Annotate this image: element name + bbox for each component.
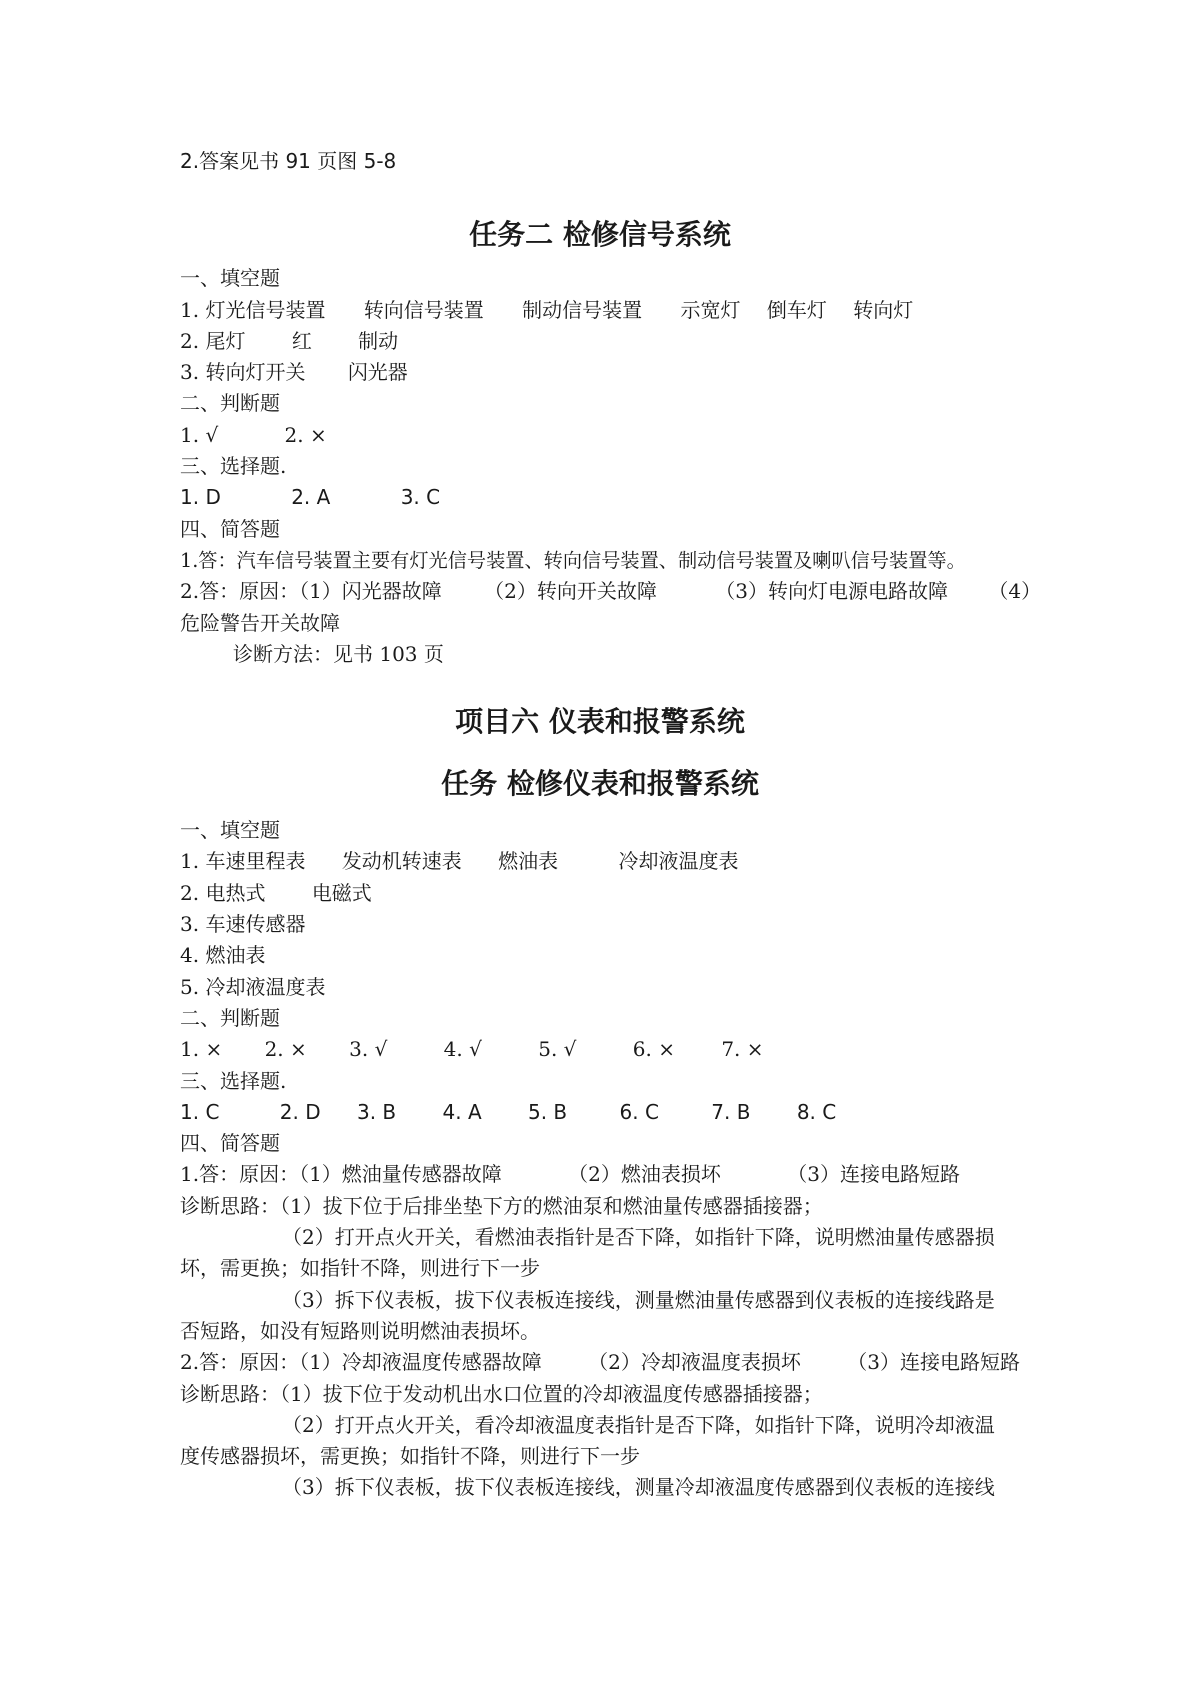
choice-answer: 5. B <box>527 1099 568 1124</box>
choice-answer: 1. C <box>180 1099 220 1124</box>
p6-q1-step2: （2）打开点火开关，看燃油表指针是否下降，如指针下降，说明燃油量传感器损 <box>282 1225 995 1250</box>
task2-fill-line-3 <box>180 357 1020 388</box>
p6-fill-line-3 <box>180 909 1020 940</box>
p6-q1-step3-cont: 否短路，如没有短路则说明燃油表损坏。 <box>180 1318 540 1343</box>
answer: 电磁式 <box>311 880 372 905</box>
choice-answer: 3. B <box>356 1099 397 1124</box>
p6-choice-heading: 三、选择题. <box>180 1068 287 1093</box>
choice-answer: 1. D <box>180 485 221 510</box>
short-part: （3）转向灯电源电路故障 <box>715 579 948 604</box>
p6-fill-heading: 一、填空题 <box>180 818 280 843</box>
answer: 冷却液温度表 <box>618 849 739 874</box>
task2-choice-line <box>180 482 1020 513</box>
judge-answer: 1. × <box>180 1037 223 1062</box>
judge-answer: 1. √ <box>180 422 219 447</box>
answer: 闪光器 <box>347 360 408 385</box>
p6-q1-reason <box>180 1159 1020 1190</box>
num: 2. <box>180 328 200 353</box>
short-part: （2）冷却液温度表损坏 <box>588 1350 801 1375</box>
choice-answer: 4. A <box>442 1099 482 1124</box>
answer: 制动 <box>358 328 399 353</box>
task2-short-1: 1.答：汽车信号装置主要有灯光信号装置、转向信号装置、制动信号装置及喇叭信号装置等。 <box>180 548 966 572</box>
p6-short-heading: 四、简答题 <box>180 1131 280 1156</box>
answer: 倒车灯 <box>766 297 827 322</box>
choice-answer: 2. A <box>291 485 331 510</box>
choice-answer: 3. C <box>400 485 441 510</box>
document-page <box>180 146 1042 1504</box>
short-part: 2.答：原因：（1）闪光器故障 <box>180 579 442 604</box>
project6-task-title: 任务 检修仪表和报警系统 <box>441 767 759 801</box>
answer: 燃油表 <box>498 849 559 874</box>
task2-fill-heading: 一、填空题 <box>180 266 280 291</box>
p6-q2-step2-cont: 度传感器损坏，需更换；如指针不降，则进行下一步 <box>180 1444 640 1469</box>
p6-q2-step2: （2）打开点火开关，看冷却液温度表指针是否下降，如指针下降，说明冷却液温 <box>282 1412 995 1437</box>
answer: 电热式 <box>205 880 266 905</box>
choice-answer: 7. B <box>711 1099 751 1124</box>
p6-q1-step3: （3）拆下仪表板，拔下仪表板连接线，测量燃油量传感器到仪表板的连接线路是 <box>282 1287 995 1312</box>
p6-fill-line-2 <box>180 878 1020 909</box>
judge-answer: 6. × <box>632 1037 675 1062</box>
judge-answer: 3. √ <box>349 1037 388 1062</box>
answer: 示宽灯 <box>680 297 741 322</box>
p6-q2-step3: （3）拆下仪表板，拔下仪表板连接线，测量冷却液温度传感器到仪表板的连接线 <box>282 1475 995 1500</box>
short-part: （3）连接电路短路 <box>847 1350 1020 1375</box>
task2-judge-heading: 二、判断题 <box>180 391 280 416</box>
short-part: 1.答：原因：（1）燃油量传感器故障 <box>180 1162 502 1187</box>
num: 5. <box>180 974 200 999</box>
judge-answer: 4. √ <box>443 1037 482 1062</box>
short-part: （2）转向开关故障 <box>484 579 657 604</box>
p6-judge-heading: 二、判断题 <box>180 1005 280 1030</box>
project6-title: 项目六 仪表和报警系统 <box>455 705 745 739</box>
num: 2. <box>180 880 200 905</box>
p6-q1-step2-cont: 坏，需更换；如指针不降，则进行下一步 <box>180 1256 540 1281</box>
task2-short-2-cont: 危险警告开关故障 <box>180 610 340 635</box>
p6-q2-diag: 诊断思路：（1）拔下位于发动机出水口位置的冷却液温度传感器插接器； <box>180 1381 823 1406</box>
short-part: （4） <box>988 579 1042 604</box>
top-line: 2.答案见书 91 页图 5-8 <box>180 149 397 173</box>
num: 1. <box>180 297 200 322</box>
p6-fill-line-5 <box>180 972 1020 1003</box>
task2-short-heading: 四、简答题 <box>180 516 280 541</box>
task2-short-2 <box>180 576 1042 607</box>
p6-q2-reason <box>180 1347 1020 1378</box>
choice-answer: 6. C <box>619 1099 659 1124</box>
num: 1. <box>180 849 200 874</box>
task2-fill-line-2 <box>180 326 1020 357</box>
answer: 转向灯 <box>853 297 914 322</box>
judge-answer: 5. √ <box>538 1037 577 1062</box>
answer: 红 <box>291 328 312 353</box>
num: 4. <box>180 943 200 968</box>
task2-judge-line <box>180 420 1020 451</box>
short-part: 2.答：原因：（1）冷却液温度传感器故障 <box>180 1350 542 1375</box>
answer: 车速里程表 <box>205 849 306 874</box>
answer: 发动机转速表 <box>341 849 462 874</box>
task2-short-2-method: 诊断方法：见书 103 页 <box>233 641 444 666</box>
answer: 燃油表 <box>205 943 266 968</box>
short-part: （3）连接电路短路 <box>787 1162 960 1187</box>
answer: 车速传感器 <box>205 912 306 937</box>
p6-judge-line <box>180 1034 1020 1065</box>
judge-answer: 7. × <box>721 1037 764 1062</box>
answer: 制动信号装置 <box>522 297 643 322</box>
p6-choice-line <box>180 1097 1020 1128</box>
answer: 转向信号装置 <box>363 297 484 322</box>
task2-choice-heading: 三、选择题. <box>180 454 287 479</box>
p6-q1-diag: 诊断思路：（1）拔下位于后排坐垫下方的燃油泵和燃油量传感器插接器； <box>180 1193 823 1218</box>
task2-fill-line-1 <box>180 295 1020 326</box>
choice-answer: 8. C <box>796 1099 837 1124</box>
short-part: （2）燃油表损坏 <box>568 1162 721 1187</box>
answer: 转向灯开关 <box>205 360 306 385</box>
choice-answer: 2. D <box>279 1099 321 1124</box>
task2-title: 任务二 检修信号系统 <box>469 218 731 252</box>
p6-fill-line-4 <box>180 940 1020 971</box>
num: 3. <box>180 912 200 937</box>
answer: 冷却液温度表 <box>205 974 326 999</box>
p6-fill-line-1 <box>180 846 1020 877</box>
num: 3. <box>180 360 200 385</box>
judge-answer: 2. × <box>284 422 327 447</box>
answer: 灯光信号装置 <box>205 297 326 322</box>
judge-answer: 2. × <box>264 1037 307 1062</box>
answer: 尾灯 <box>205 328 246 353</box>
